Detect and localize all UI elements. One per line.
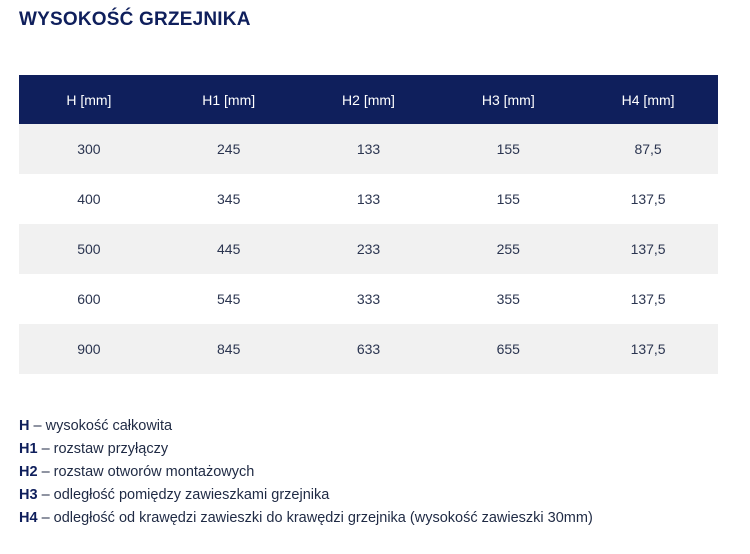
legend-item-h2	[19, 461, 739, 484]
legend-key: H4	[19, 510, 38, 526]
column-header-h2: H2 [mm]	[342, 91, 395, 108]
table-cell: 137,5	[630, 341, 666, 357]
column-header-h1: H1 [mm]	[202, 91, 256, 108]
table-cell: 245	[217, 141, 241, 157]
table-row	[19, 224, 718, 274]
legend-key: H1	[19, 441, 38, 457]
legend-item-h1	[19, 438, 739, 461]
legend-key: H3	[19, 487, 38, 503]
table-cell: 345	[217, 191, 241, 207]
legend-text: – odległość pomiędzy zawieszkami grzejnika	[37, 487, 330, 503]
legend-item-h4	[19, 507, 739, 530]
column-header-h3: H3 [mm]	[481, 91, 535, 108]
table-cell: 355	[496, 291, 520, 307]
legend-text: – odległość od krawędzi zawieszki do krawędzi grzejnika (wysokość zawieszki 30mm)	[37, 510, 593, 526]
table-cell: 445	[217, 241, 241, 257]
dimension-legend	[19, 415, 739, 530]
radiator-height-table	[19, 75, 718, 374]
table-row	[19, 124, 718, 174]
table-row	[19, 324, 718, 374]
column-header-h: H [mm]	[66, 91, 112, 108]
table-cell: 255	[496, 241, 520, 257]
table-cell: 137,5	[630, 241, 666, 257]
table-cell: 545	[217, 291, 241, 307]
table-cell: 133	[356, 191, 381, 207]
page-title: WYSOKOŚĆ GRZEJNIKA	[19, 9, 251, 30]
table-cell: 137,5	[630, 191, 666, 207]
legend-item-h	[19, 415, 739, 438]
table-cell: 500	[77, 241, 101, 257]
table-cell: 600	[77, 291, 101, 307]
table-cell: 845	[217, 341, 241, 357]
table-cell: 155	[496, 191, 520, 207]
legend-text: – rozstaw otworów montażowych	[37, 464, 255, 480]
table-cell: 133	[356, 141, 381, 157]
legend-text: – rozstaw przyłączy	[37, 441, 169, 457]
legend-key: H2	[19, 464, 38, 480]
legend-text: – wysokość całkowita	[29, 418, 173, 434]
column-header-h4: H4 [mm]	[621, 91, 675, 108]
legend-item-h3	[19, 484, 739, 507]
table-row	[19, 274, 718, 324]
table-cell: 155	[496, 141, 520, 157]
table-cell: 400	[77, 191, 101, 207]
table-row	[19, 174, 718, 224]
table-cell: 233	[356, 241, 381, 257]
table-cell: 900	[77, 341, 101, 357]
legend-key: H	[19, 418, 30, 434]
table-cell: 655	[496, 341, 520, 357]
table-header-row	[19, 75, 718, 124]
table-cell: 137,5	[630, 291, 666, 307]
table-cell: 300	[77, 141, 101, 157]
table-cell: 87,5	[634, 141, 662, 157]
table-cell: 633	[356, 341, 381, 357]
table-cell: 333	[356, 291, 381, 307]
